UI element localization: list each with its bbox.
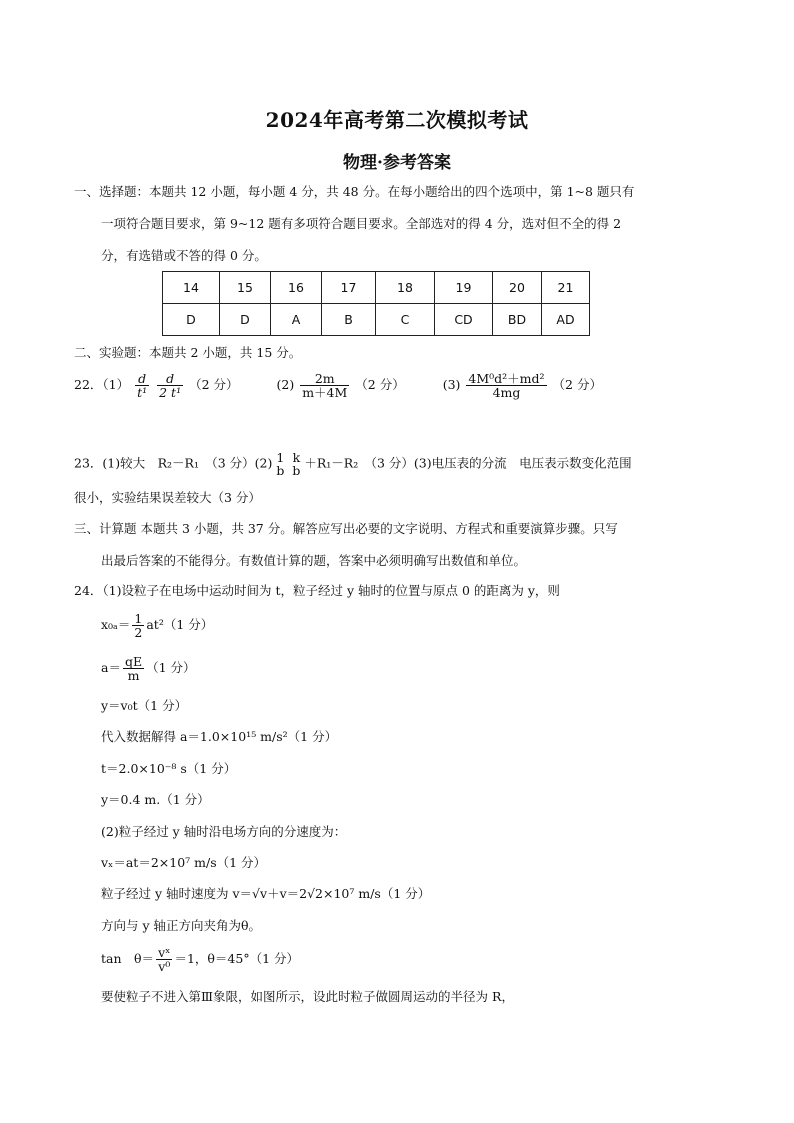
- table-cell: B: [322, 304, 376, 336]
- answer-table: [162, 271, 590, 336]
- q24-eq10-fraction: [156, 946, 172, 973]
- table-cell: 16: [271, 272, 322, 304]
- table-cell: BD: [493, 304, 542, 336]
- q24-eq7: vₓ＝at＝2×10⁷ m/s（1 分）: [101, 855, 267, 870]
- q24-eq1-den: 2: [134, 625, 143, 640]
- document-title: 2024年高考第二次模拟考试: [265, 108, 529, 132]
- document-subtitle: 物理·参考答案: [343, 153, 451, 173]
- q23-f2-den: b: [292, 463, 301, 478]
- table-cell: D: [163, 304, 220, 336]
- q24-eq5: t＝2.0×10⁻⁸ s（1 分）: [101, 761, 237, 776]
- table-cell: AD: [542, 304, 590, 336]
- table-cell: A: [271, 304, 322, 336]
- table-cell: D: [220, 304, 271, 336]
- q23-fraction-2: [290, 451, 302, 477]
- table-cell: 19: [435, 272, 493, 304]
- q22-label: 22．（1）: [74, 377, 130, 392]
- answer-table-number-row: [163, 272, 590, 304]
- q23-line2: 很小，实验结果误差较大（3 分）: [74, 490, 261, 505]
- q23-f1-den: b: [276, 463, 285, 478]
- q22-part2-label: (2): [276, 377, 295, 392]
- q22-fraction-2: [157, 372, 183, 399]
- q24-intro: 24．（1)设粒子在电场中运动时间为 t，粒子经过 y 轴时的位置与原点 0 的距离为 y，则: [74, 583, 560, 598]
- table-cell: 15: [220, 272, 271, 304]
- q22-f3-num: 2m: [300, 372, 349, 386]
- q22-fraction-3: [300, 372, 349, 399]
- q23-part1: 23．(1)较大 R₂－R₁ （3 分）(2): [74, 455, 273, 471]
- answer-table-answer-row: [163, 304, 590, 336]
- q22-fraction-4: [466, 372, 546, 399]
- q24-eq6: y＝0.4 m.（1 分）: [101, 792, 210, 807]
- q24-eq10-num: vˣ: [158, 945, 171, 960]
- section1-line3: 分，有选错或不答的得 0 分。: [101, 248, 267, 263]
- q24-eq1-left: x₀ₐ＝: [101, 617, 131, 632]
- table-cell: 14: [163, 272, 220, 304]
- q23-f1-num: 1: [276, 450, 285, 465]
- q22-fraction-1: [135, 372, 149, 399]
- q22-f4-den: 4mg: [492, 385, 521, 400]
- q24-eq10-right: ＝1，θ＝45°（1 分）: [174, 951, 299, 966]
- q22-score-2: （2 分）: [355, 377, 405, 392]
- table-cell: 21: [542, 272, 590, 304]
- q24-eq3: y＝v₀t（1 分）: [101, 698, 188, 713]
- q24-eq2-den: m: [127, 668, 140, 683]
- q24-eq8: 粒子经过 y 轴时速度为 v＝√v＋v＝2√2×10⁷ m/s（1 分）: [101, 886, 431, 901]
- section2-line1: 二、实验题：本题共 2 小题，共 15 分。: [74, 345, 302, 360]
- section1-line2: 一项符合题目要求，第 9~12 题有多项符合题目要求。全部选对的得 4 分，选对但不全的得 2: [101, 216, 622, 231]
- table-cell: 17: [322, 272, 376, 304]
- q23-fraction-1: [274, 451, 286, 477]
- q22-f1-num: d: [135, 372, 149, 386]
- table-cell: 18: [376, 272, 435, 304]
- q24-eq9: 方向与 y 轴正方向夹角为θ。: [101, 918, 262, 933]
- q24-eq10: [101, 946, 299, 973]
- q22-part3-label: (3): [442, 377, 461, 392]
- q24-eq2-num: qE: [124, 654, 143, 669]
- q24-eq11: 要使粒子不进入第Ⅲ象限，如图所示，设此时粒子做圆周运动的半径为 R，: [101, 989, 514, 1004]
- q24-part2: (2)粒子经过 y 轴时沿电场方向的分速度为：: [101, 824, 347, 839]
- q22-f1-den: t¹: [137, 385, 148, 400]
- section3-line2: 出最后答案的不能得分。有数值计算的题，答案中必须明确写出数值和单位。: [101, 553, 527, 568]
- section1-line1: 一、选择题：本题共 12 小题，每小题 4 分，共 48 分。在每小题给出的四个选项中，第 1~8 题只有: [74, 184, 635, 199]
- q24-eq1-right: at²（1 分）: [146, 617, 214, 632]
- q22-f2-num: d: [157, 372, 183, 386]
- q22-f2-den: 2 t¹: [159, 385, 182, 400]
- q24-eq2-fraction: [123, 655, 144, 682]
- q22-f3-den: m＋4M: [302, 385, 348, 400]
- q23-f2-num: k: [292, 450, 301, 465]
- q24-eq10-den: v⁰: [158, 959, 171, 974]
- q22-line: [74, 372, 602, 399]
- table-cell: CD: [435, 304, 493, 336]
- q23-line1: [74, 451, 632, 477]
- q22-score-3: （2 分）: [552, 377, 602, 392]
- q22-score-1: （2 分）: [189, 377, 239, 392]
- q24-eq2: [101, 655, 196, 682]
- q24-eq10-left: tan θ＝: [101, 951, 155, 966]
- table-cell: 20: [493, 272, 542, 304]
- q24-eq1-fraction: [132, 612, 144, 639]
- q24-eq1: [101, 612, 213, 639]
- q22-f4-num: 4M⁰d²＋md²: [468, 371, 545, 386]
- q24-eq2-right: （1 分）: [146, 660, 196, 675]
- table-cell: C: [376, 304, 435, 336]
- section3-line1: 三、计算题 本题共 3 小题，共 37 分。解答应写出必要的文字说明、方程式和重要演算步骤。只写: [74, 521, 618, 536]
- q24-eq1-num: 1: [134, 611, 143, 626]
- q24-eq4: 代入数据解得 a＝1.0×10¹⁵ m/s²（1 分）: [101, 729, 338, 744]
- q24-eq2-left: a＝: [101, 660, 121, 675]
- q23-part2: ＋R₁－R₂ （3 分）(3)电压表的分流 电压表示数变化范围: [304, 455, 632, 471]
